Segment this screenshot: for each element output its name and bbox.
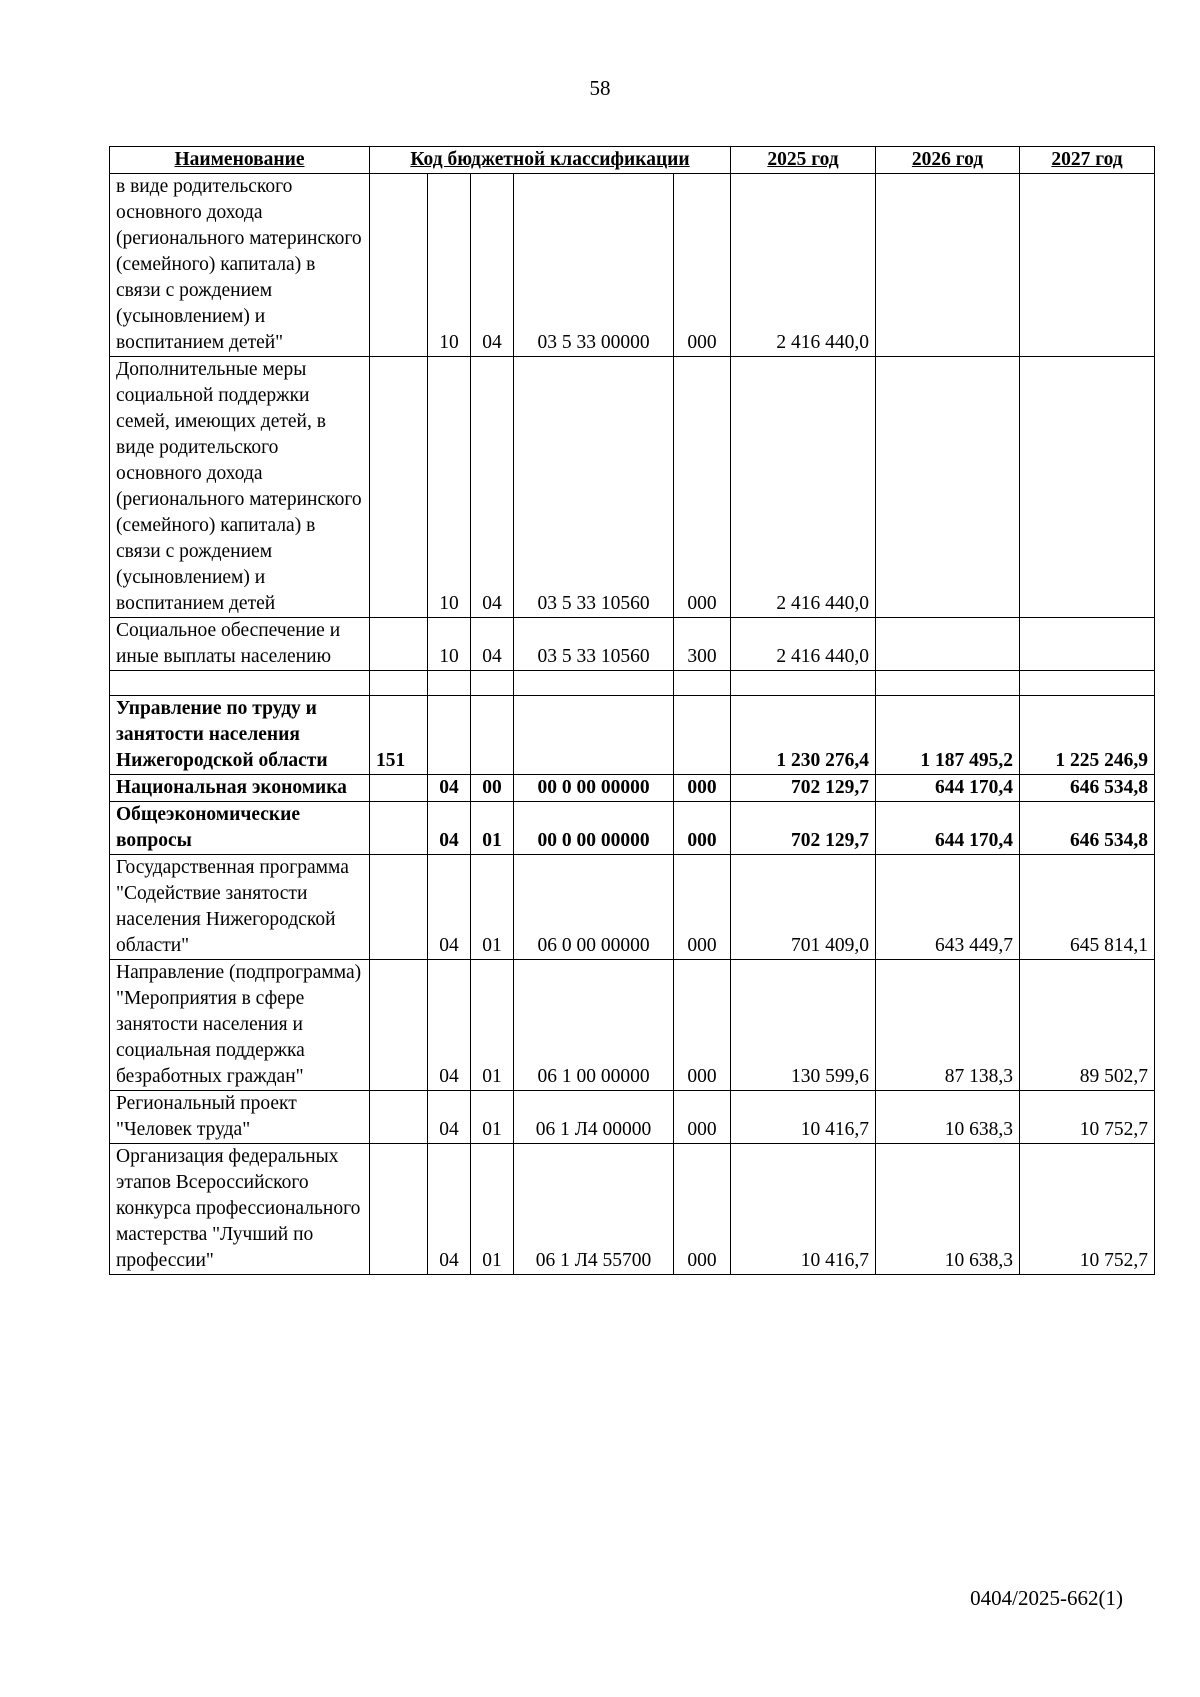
row-2025: 2 416 440,0 bbox=[731, 174, 876, 357]
row-2027: 1 225 246,9 bbox=[1020, 696, 1155, 775]
row-2026: 10 638,3 bbox=[876, 1144, 1020, 1275]
row-2025: 2 416 440,0 bbox=[731, 357, 876, 618]
table-row bbox=[110, 357, 1155, 618]
row-vr: 000 bbox=[674, 802, 731, 855]
row-grbs bbox=[370, 174, 428, 357]
row-vr: 300 bbox=[674, 618, 731, 671]
row-vr bbox=[674, 696, 731, 775]
row-2025: 1 230 276,4 bbox=[731, 696, 876, 775]
row-rz: 04 bbox=[428, 855, 471, 960]
row-2026 bbox=[876, 618, 1020, 671]
row-grbs bbox=[370, 855, 428, 960]
row-name: Государственная программа "Содействие занятости населения Нижегородской области" bbox=[110, 855, 370, 960]
header-2027: 2027 год bbox=[1020, 147, 1155, 174]
row-2027: 10 752,7 bbox=[1020, 1091, 1155, 1144]
header-2025: 2025 год bbox=[731, 147, 876, 174]
row-grbs bbox=[370, 1091, 428, 1144]
row-name: Социальное обеспечение и иные выплаты населению bbox=[110, 618, 370, 671]
row-rz: 04 bbox=[428, 1091, 471, 1144]
row-rz: 04 bbox=[428, 802, 471, 855]
row-2027 bbox=[1020, 174, 1155, 357]
row-csr: 06 1 Л4 55700 bbox=[514, 1144, 674, 1275]
row-2026: 644 170,4 bbox=[876, 775, 1020, 802]
row-name: Региональный проект "Человек труда" bbox=[110, 1091, 370, 1144]
row-vr: 000 bbox=[674, 1144, 731, 1275]
row-pr bbox=[471, 696, 514, 775]
table-row bbox=[110, 696, 1155, 775]
row-pr: 04 bbox=[471, 357, 514, 618]
row-csr: 03 5 33 10560 bbox=[514, 357, 674, 618]
row-grbs bbox=[370, 357, 428, 618]
row-pr: 00 bbox=[471, 775, 514, 802]
row-2027: 646 534,8 bbox=[1020, 802, 1155, 855]
row-2026: 1 187 495,2 bbox=[876, 696, 1020, 775]
table-spacer-row bbox=[110, 671, 1155, 696]
row-csr: 06 1 00 00000 bbox=[514, 960, 674, 1091]
row-2027: 645 814,1 bbox=[1020, 855, 1155, 960]
table-row bbox=[110, 855, 1155, 960]
table-row bbox=[110, 1091, 1155, 1144]
table-row bbox=[110, 802, 1155, 855]
row-rz: 04 bbox=[428, 1144, 471, 1275]
row-2025: 702 129,7 bbox=[731, 802, 876, 855]
row-vr: 000 bbox=[674, 174, 731, 357]
row-name: Дополнительные меры социальной поддержки семей, имеющих детей, в виде родительского основного дохода (регионального материнского (семейного) капитала) в связи с рождением (усыновлением) и воспитанием детей bbox=[110, 357, 370, 618]
row-2026 bbox=[876, 174, 1020, 357]
document-number: 0404/2025-662(1) bbox=[970, 1586, 1123, 1610]
row-csr: 03 5 33 00000 bbox=[514, 174, 674, 357]
row-name: Организация федеральных этапов Всероссийского конкурса профессионального мастерства "Лучший по профессии" bbox=[110, 1144, 370, 1275]
row-rz: 04 bbox=[428, 960, 471, 1091]
row-grbs: 151 bbox=[370, 696, 428, 775]
table-header-row bbox=[110, 147, 1155, 174]
row-pr: 01 bbox=[471, 1091, 514, 1144]
row-pr: 04 bbox=[471, 174, 514, 357]
table-row bbox=[110, 960, 1155, 1091]
row-vr: 000 bbox=[674, 1091, 731, 1144]
row-csr: 06 1 Л4 00000 bbox=[514, 1091, 674, 1144]
row-2025: 10 416,7 bbox=[731, 1091, 876, 1144]
header-2026: 2026 год bbox=[876, 147, 1020, 174]
table-row bbox=[110, 174, 1155, 357]
row-vr: 000 bbox=[674, 960, 731, 1091]
header-name: Наименование bbox=[110, 147, 370, 174]
row-grbs bbox=[370, 775, 428, 802]
row-pr: 04 bbox=[471, 618, 514, 671]
row-2027: 89 502,7 bbox=[1020, 960, 1155, 1091]
row-name: в виде родительского основного дохода (регионального материнского (семейного) капитала) в связи с рождением (усыновлением) и воспитанием детей" bbox=[110, 174, 370, 357]
row-grbs bbox=[370, 960, 428, 1091]
row-2025: 130 599,6 bbox=[731, 960, 876, 1091]
row-2026: 644 170,4 bbox=[876, 802, 1020, 855]
row-csr: 00 0 00 00000 bbox=[514, 775, 674, 802]
row-2025: 701 409,0 bbox=[731, 855, 876, 960]
row-2025: 702 129,7 bbox=[731, 775, 876, 802]
row-pr: 01 bbox=[471, 802, 514, 855]
row-grbs bbox=[370, 618, 428, 671]
row-csr: 00 0 00 00000 bbox=[514, 802, 674, 855]
row-csr: 03 5 33 10560 bbox=[514, 618, 674, 671]
row-name: Национальная экономика bbox=[110, 775, 370, 802]
page-number: 58 bbox=[589, 76, 611, 100]
row-vr: 000 bbox=[674, 855, 731, 960]
row-rz bbox=[428, 696, 471, 775]
row-vr: 000 bbox=[674, 357, 731, 618]
row-2026: 10 638,3 bbox=[876, 1091, 1020, 1144]
row-2026: 643 449,7 bbox=[876, 855, 1020, 960]
row-2025: 10 416,7 bbox=[731, 1144, 876, 1275]
row-rz: 10 bbox=[428, 357, 471, 618]
table-row bbox=[110, 1144, 1155, 1275]
row-2027 bbox=[1020, 618, 1155, 671]
header-code: Код бюджетной классификации bbox=[370, 147, 731, 174]
row-name: Общеэкономические вопросы bbox=[110, 802, 370, 855]
row-pr: 01 bbox=[471, 1144, 514, 1275]
row-vr: 000 bbox=[674, 775, 731, 802]
row-csr: 06 0 00 00000 bbox=[514, 855, 674, 960]
table-row bbox=[110, 775, 1155, 802]
row-2027: 10 752,7 bbox=[1020, 1144, 1155, 1275]
row-grbs bbox=[370, 802, 428, 855]
row-2025: 2 416 440,0 bbox=[731, 618, 876, 671]
row-2026: 87 138,3 bbox=[876, 960, 1020, 1091]
row-name: Управление по труду и занятости населения Нижегородской области bbox=[110, 696, 370, 775]
table-row bbox=[110, 618, 1155, 671]
row-2026 bbox=[876, 357, 1020, 618]
row-rz: 10 bbox=[428, 618, 471, 671]
row-pr: 01 bbox=[471, 855, 514, 960]
row-2027: 646 534,8 bbox=[1020, 775, 1155, 802]
row-pr: 01 bbox=[471, 960, 514, 1091]
row-name: Направление (подпрограмма) "Мероприятия в сфере занятости населения и социальная поддержка безработных граждан" bbox=[110, 960, 370, 1091]
row-rz: 10 bbox=[428, 174, 471, 357]
budget-table bbox=[109, 146, 1155, 1275]
row-2027 bbox=[1020, 357, 1155, 618]
row-grbs bbox=[370, 1144, 428, 1275]
row-csr bbox=[514, 696, 674, 775]
row-rz: 04 bbox=[428, 775, 471, 802]
